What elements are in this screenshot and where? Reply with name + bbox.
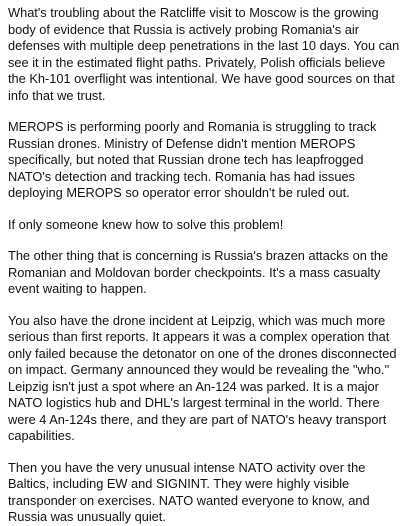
post-body <box>8 5 400 526</box>
post-paragraph-2: MEROPS is performing poorly and Romania is struggling to track Russian drones. Ministry of Defense didn't mention MEROPS specifically, but noted that Russian drone tech has leapfrogged NATO's detection and tracking tech. Romania has had issues deploying MEROPS so operator error shouldn't be ruled out. <box>8 119 377 200</box>
post-paragraph-5: You also have the drone incident at Leipzig, which was much more serious than first reports. It appears it was a complex operation that only failed because the detonator on one of the drones disconnected on impact. Germany announced they would be revealing the "who." Leipzig isn't just a spot where an An-124 was parked. It is a major NATO logistics hub and DHL's largest terminal in the world. There were 4 An-124s there, and they are part of NATO's heavy transport capabilities. <box>8 312 397 443</box>
post-paragraph-6: Then you have the very unusual intense NATO activity over the Baltics, including EW and SIGNINT. They were highly visible transponder on exercises. NATO wanted everyone to know, and Russia was unusually quiet. <box>8 459 370 524</box>
post-paragraph-3: If only someone knew how to solve this problem! <box>8 216 284 232</box>
post-paragraph-4: The other thing that is concerning is Russia's brazen attacks on the Romanian and Moldovan border checkpoints. It's a mass casualty event waiting to happen. <box>8 248 389 296</box>
post-paragraph-1: What's troubling about the Ratcliffe visit to Moscow is the growing body of evidence that Russia is actively probing Romania's air defenses with multiple deep penetrations in the last 10 days. You can see it in the estimated flight paths. Privately, Polish officials believe the Kh-101 overflight was intentional. We have good sources on that info that we trust. <box>8 5 400 103</box>
